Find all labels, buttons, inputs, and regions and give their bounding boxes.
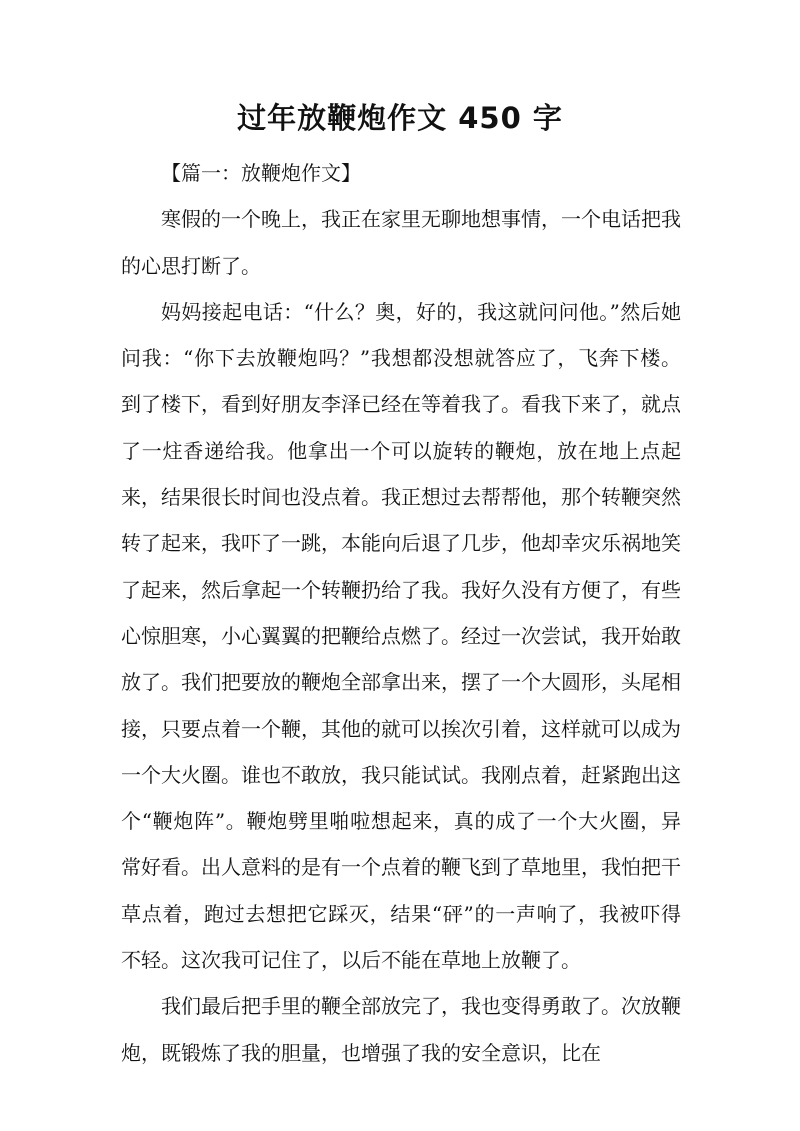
document-body [121, 150, 681, 1076]
document-title: 过年放鞭炮作文 450 字 [237, 101, 563, 135]
paragraph-3: 我们最后把手里的鞭全部放完了，我也变得勇敢了。次放鞭炮，既锻炼了我的胆量，也增强了我的安全意识，比在 [121, 994, 681, 1065]
paragraph-2: 妈妈接起电话：“什么？奥，好的，我这就问问他。”然后她问我：“你下去放鞭炮吗？”我想都没想就答应了，飞奔下楼。到了楼下，看到好朋友李泽已经在等着我了。看我下来了，就点了一炷香递给我。他拿出一个可以旋转的鞭炮，放在地上点起来，结果很长时间也没点着。我正想过去帮帮他，那个转鞭突然转了起来，我吓了一跳，本能向后退了几步，他却幸灾乐祸地笑了起来，然后拿起一个转鞭扔给了我。我好久没有方便了，有些心惊胆寒，小心翼翼的把鞭给点燃了。经过一次尝试，我开始敢放了。我们把要放的鞭炮全部拿出来，摆了一个大圆形，头尾相接，只要点着一个鞭，其他的就可以挨次引着，这样就可以成为一个大火圈。谁也不敢放，我只能试试。我刚点着，赶紧跑出这个“鞭炮阵”。鞭炮劈里啪啦想起来，真的成了一个大火圈，异常好看。出人意料的是有一个点着的鞭飞到了草地里，我怕把干草点着，跑过去想把它踩灭，结果“砰”的一声响了，我被吓得不轻。这次我可记住了，以后不能在草地上放鞭了。 [121, 299, 681, 973]
paragraph-1: 寒假的一个晚上，我正在家里无聊地想事情，一个电话把我的心思打断了。 [121, 207, 681, 278]
section-heading: 【篇一：放鞭炮作文】 [161, 161, 361, 185]
